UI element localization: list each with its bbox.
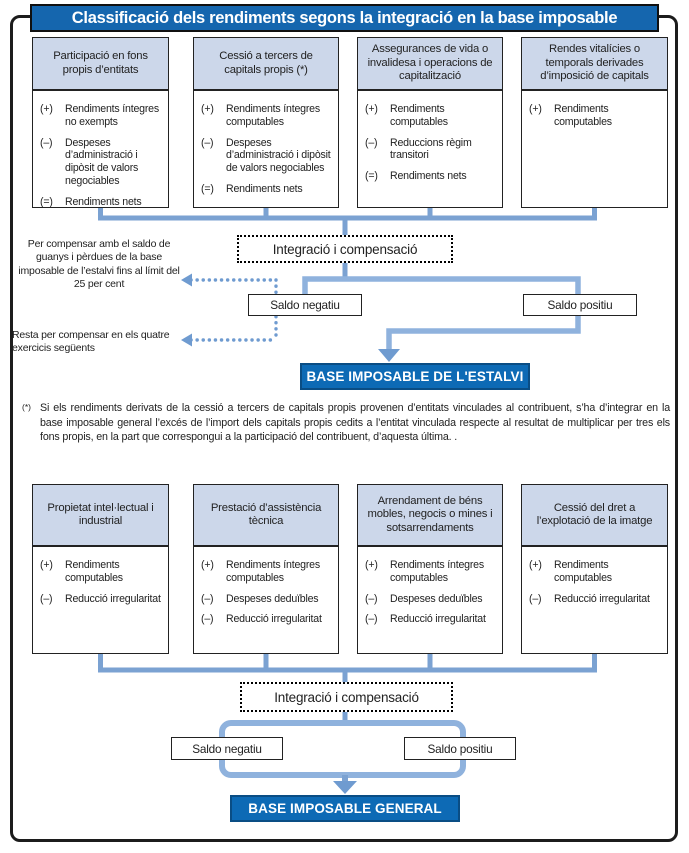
- item-sign: (–): [365, 613, 378, 626]
- savings-column-header-1: [32, 37, 169, 90]
- line-item: [365, 593, 495, 606]
- general-column-body-4: [521, 546, 668, 654]
- item-text: Rendiments computables: [65, 559, 123, 584]
- line-item: [529, 103, 660, 129]
- item-text: Rendiments íntegres computables: [226, 559, 320, 584]
- item-text: Rendiments nets: [390, 170, 467, 183]
- general-down-arrow-icon: [333, 781, 357, 794]
- item-sign: (+): [40, 103, 53, 115]
- savings-saldo-negative-box: [248, 294, 362, 316]
- savings-column-body-3: [357, 90, 503, 208]
- savings-saldo-positive-box: [523, 294, 637, 316]
- item-sign: (–): [529, 592, 542, 605]
- item-sign: (+): [40, 559, 53, 571]
- item-sign: (+): [365, 559, 378, 571]
- item-sign: (–): [201, 613, 214, 626]
- savings-column-body-4: [521, 90, 668, 208]
- line-item: [365, 559, 495, 585]
- general-result-box: [230, 795, 460, 822]
- item-sign: (–): [40, 136, 53, 149]
- item-text: Despeses deduïbles: [226, 592, 319, 605]
- title-bar: [30, 4, 659, 32]
- item-text: Rendiments computables: [554, 103, 612, 128]
- line-item: [40, 103, 161, 129]
- saldo-negative-label: Saldo negatiu: [192, 741, 262, 756]
- item-sign: (+): [529, 559, 542, 571]
- item-text: Reducció irregularitat: [65, 592, 161, 605]
- column-title: Cessió a tercers de capitals propis (*): [219, 50, 313, 76]
- saldo-positive-label: Saldo positiu: [547, 298, 613, 312]
- note-compensate: Per compensar amb el saldo de guanys i pèrdues de la base imposable de l’estalvi fins al límit del 25 per cent: [18, 238, 180, 291]
- item-sign: (–): [365, 136, 378, 149]
- general-rail-line: [101, 653, 595, 683]
- savings-integration-box: [237, 235, 453, 263]
- item-text: Despeses deduïbles: [390, 592, 483, 605]
- general-column-header-1: [32, 484, 169, 546]
- general-column-body-1: [32, 546, 169, 654]
- line-item: [365, 137, 495, 163]
- item-text: Despeses d’administració i dipòsit de valors negociables: [65, 136, 139, 187]
- line-item: [40, 137, 161, 188]
- item-text: Reduccions règim transitori: [390, 136, 472, 162]
- item-text: Rendiments computables: [554, 559, 612, 584]
- footnote: [22, 401, 670, 445]
- item-text: Rendiments nets: [226, 182, 303, 195]
- line-item: [201, 137, 331, 175]
- item-sign: (=): [201, 182, 214, 195]
- item-text: Reducció irregularitat: [226, 613, 322, 626]
- line-item: [201, 593, 331, 606]
- item-sign: (–): [365, 592, 378, 605]
- item-sign: (–): [201, 136, 214, 149]
- line-item: [40, 196, 161, 209]
- general-integration-box: [240, 682, 453, 712]
- line-item: [201, 559, 331, 585]
- savings-rail-line: [101, 206, 595, 236]
- item-sign: (=): [365, 170, 378, 183]
- item-sign: (+): [365, 103, 378, 115]
- integration-label: Integració i compensació: [272, 241, 418, 257]
- line-item: [201, 103, 331, 129]
- line-item: [40, 559, 161, 585]
- item-sign: (+): [201, 103, 214, 115]
- item-text: Rendiments computables: [390, 103, 448, 128]
- note-carryforward: Resta per compensar en els quatre exercicis següents: [12, 329, 170, 355]
- general-column-header-4: [521, 484, 668, 546]
- column-title: Prestació d’assistència tècnica: [210, 501, 322, 527]
- column-title: Cessió del dret a l’explotació de la imatge: [536, 501, 653, 527]
- savings-column-body-2: [193, 90, 339, 208]
- line-item: [529, 559, 660, 585]
- item-text: Despeses d’administració i dipòsit de valors negociables: [226, 136, 331, 175]
- item-text: Reducció irregularitat: [554, 592, 650, 605]
- savings-column-header-3: [357, 37, 503, 90]
- item-text: Reducció irregularitat: [390, 613, 486, 626]
- item-text: Rendiments íntegres computables: [390, 559, 484, 584]
- general-column-header-3: [357, 484, 503, 546]
- savings-column-header-4: [521, 37, 668, 90]
- savings-column-body-1: [32, 90, 169, 208]
- general-column-body-2: [193, 546, 339, 654]
- savings-result-label: BASE IMPOSABLE DE L'ESTALVI: [306, 369, 524, 384]
- footnote-text: Si els rendiments derivats de la cessió a tercers de capitals propis provenen d’entitats vinculades al contribuent, s’ha d’integrar en la base imposable general l’excés de l’import dels capitals propis cedits a l’entitat vinculada respecte al resultat de multiplicar per tres els fons propis, en la part que correspongui a la participació del contribuent, d’aquesta última. .: [40, 402, 670, 444]
- column-title: Participació en fons propis d’entitats: [53, 50, 148, 76]
- item-sign: (=): [40, 195, 53, 208]
- column-title: Arrendament de béns mobles, negocis o mines i sotsarrendaments: [367, 494, 493, 534]
- item-text: Rendiments íntegres computables: [226, 103, 320, 128]
- general-result-label: BASE IMPOSABLE GENERAL: [248, 801, 442, 816]
- line-item: [365, 103, 495, 129]
- saldo-negative-label: Saldo negatiu: [270, 298, 340, 312]
- line-item: [201, 613, 331, 626]
- savings-column-header-2: [193, 37, 339, 90]
- line-item: [365, 170, 495, 183]
- savings-down-arrow-icon: [378, 349, 400, 362]
- line-item: [40, 593, 161, 606]
- footnote-marker: (*): [22, 402, 31, 412]
- saldo-positive-label: Saldo positiu: [427, 741, 493, 756]
- general-saldo-positive-box: [404, 737, 516, 760]
- item-sign: (–): [201, 592, 214, 605]
- item-text: Rendiments íntegres no exempts: [65, 103, 159, 128]
- line-item: [201, 183, 331, 196]
- item-text: Rendiments nets: [65, 195, 142, 208]
- item-sign: (–): [40, 592, 53, 605]
- savings-result-box: [300, 363, 530, 390]
- column-title: Propietat intel·lectual i industrial: [47, 501, 154, 527]
- column-title: Rendes vitalícies o temporals derivades d’imposició de capitals: [540, 43, 649, 83]
- column-title: Assegurances de vida o invalidesa i operacions de capitalització: [367, 43, 493, 83]
- line-item: [365, 613, 495, 626]
- item-sign: (+): [529, 103, 542, 115]
- line-item: [529, 593, 660, 606]
- general-column-body-3: [357, 546, 503, 654]
- page-title: Classificació dels rendiments segons la integració en la base imposable: [71, 8, 618, 27]
- integration-label: Integració i compensació: [274, 689, 419, 705]
- general-column-header-2: [193, 484, 339, 546]
- item-sign: (+): [201, 559, 214, 571]
- general-saldo-negative-box: [171, 737, 283, 760]
